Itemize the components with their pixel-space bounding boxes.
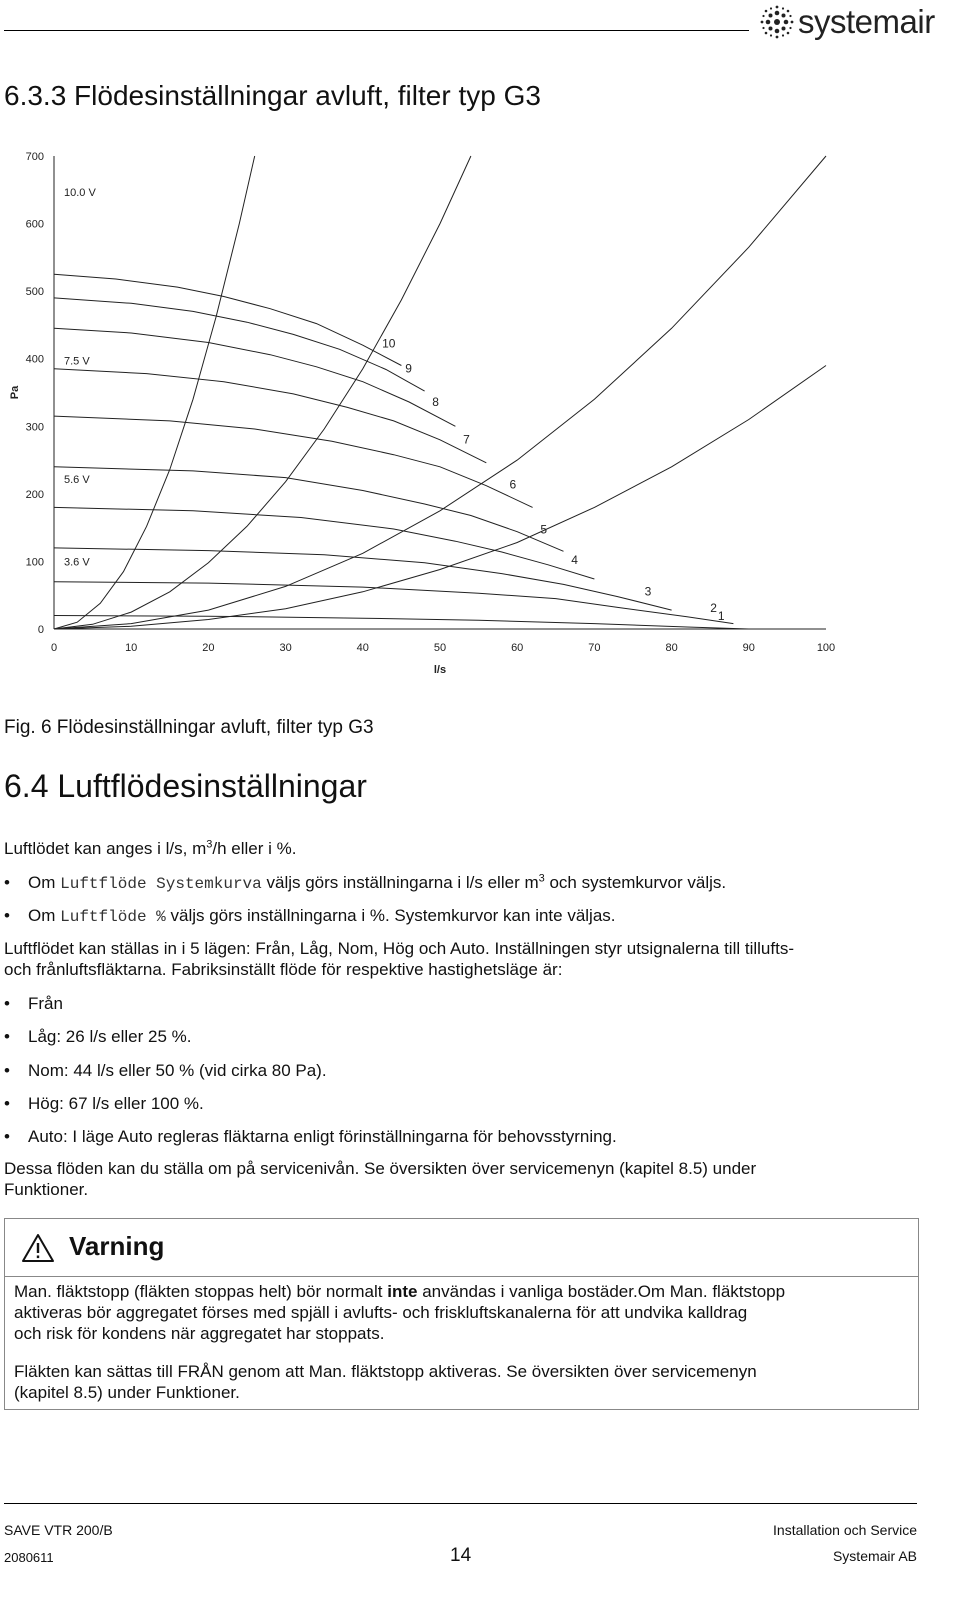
x-tick-label: 40 — [356, 642, 369, 654]
bullet-icon: • — [4, 1094, 10, 1113]
option-prefix: Om — [28, 873, 56, 892]
system-curve-line — [54, 156, 826, 629]
bullet-icon: • — [4, 873, 10, 892]
fan-curve-label: 6 — [509, 477, 517, 492]
warning-line: (kapitel 8.5) under Funktioner. — [14, 1383, 240, 1402]
intro-sup: 3 — [206, 838, 213, 851]
footer-rule — [4, 1503, 917, 1504]
x-tick-label: 90 — [742, 642, 755, 654]
fan-curve-line — [54, 298, 425, 391]
speed-text: Hög: 67 l/s eller 100 %. — [28, 1094, 204, 1113]
fan-curve-line — [54, 416, 533, 507]
warning-line: Fläkten kan sättas till FRÅN genom att Man. fläktstopp aktiveras. Se översikten över servicemenyn — [14, 1362, 757, 1381]
option-item — [4, 905, 904, 927]
bullet-icon: • — [4, 906, 10, 925]
x-tick-label: 0 — [50, 642, 58, 654]
option-item — [4, 872, 904, 894]
option-text-post: och systemkurvor väljs. — [544, 873, 727, 892]
service-paragraph-line: Funktioner. — [4, 1180, 89, 1199]
speed-text: Från — [28, 994, 63, 1013]
x-axis-label: l/s — [433, 664, 447, 676]
system-curve-line — [54, 156, 471, 629]
system-curve-label: 3.6 V — [64, 556, 90, 569]
fan-curve-line — [54, 548, 672, 610]
option-code: Luftflöde Systemkurva — [60, 875, 262, 893]
intro-text — [4, 838, 296, 859]
warning-paragraph — [14, 1281, 785, 1344]
logo-dots-icon — [760, 5, 794, 39]
speed-text: Låg: 26 l/s eller 25 %. — [28, 1027, 192, 1046]
bullet-icon: • — [4, 994, 10, 1013]
warning-text: Man. fläktstopp (fläkten stoppas helt) bör normalt — [14, 1282, 388, 1301]
fan-curve-line — [54, 369, 486, 463]
system-curve-line — [54, 366, 826, 630]
x-tick-label: 20 — [202, 642, 215, 654]
fan-curve-label: 2 — [710, 601, 717, 616]
warning-icon — [21, 1233, 55, 1263]
x-tick-label: 10 — [125, 642, 138, 654]
y-tick-label: 200 — [25, 488, 44, 501]
fan-curve-line — [54, 616, 749, 630]
y-tick-label: 500 — [25, 286, 44, 299]
option-text: väljs görs inställningarna i %. Systemkurvor kan inte väljas. — [170, 906, 616, 925]
speed-text: Nom: 44 l/s eller 50 % (vid cirka 80 Pa). — [28, 1061, 327, 1080]
service-paragraph-line: Dessa flöden kan du ställa om på servicenivån. Se översikten över servicemenyn (kapitel 8.5) under — [4, 1159, 757, 1178]
y-tick-label: 300 — [25, 421, 44, 434]
bullet-icon: • — [4, 1027, 10, 1046]
brand-name: systemair — [798, 3, 935, 40]
fan-curve-label: 1 — [717, 608, 725, 623]
x-tick-label: 100 — [816, 642, 836, 654]
speed-item — [4, 1126, 904, 1148]
warning-title: Varning — [69, 1231, 165, 1261]
x-tick-label: 70 — [588, 642, 601, 654]
y-axis-label: Pa — [9, 385, 21, 400]
section-title: 6.3.3 Flödesinställningar avluft, filter typ G3 — [4, 80, 541, 111]
fan-curve-label: 8 — [432, 395, 439, 410]
warning-line: och risk för kondens när aggregatet har stoppats. — [14, 1324, 385, 1343]
warning-header — [5, 1219, 918, 1277]
y-tick-label: 400 — [25, 353, 44, 366]
footer-company: Systemair AB — [832, 1548, 917, 1564]
warning-paragraph — [14, 1361, 757, 1403]
option-text: väljs görs inställningarna i l/s eller m — [266, 873, 539, 892]
warning-line: aktiveras bör aggregatet förses med spjäll i avlufts- och friskluftskanalerna för att undvika kalldrag — [14, 1303, 748, 1322]
x-tick-label: 80 — [665, 642, 678, 654]
speed-paragraph-line: Luftflödet kan ställas in i 5 lägen: Från, Låg, Nom, Hög och Auto. Inställningen styr utsignalerna till tillufts- — [4, 939, 794, 958]
footer-doc-number: 2080611 — [4, 1550, 54, 1565]
speed-text: Auto: I läge Auto regleras fläktarna enligt förinställningarna för behovsstyrning. — [28, 1127, 617, 1146]
fan-curve-label: 7 — [463, 432, 470, 447]
fan-curve-line — [54, 507, 594, 579]
fan-curve-label: 9 — [405, 361, 412, 376]
header-rule — [4, 30, 749, 31]
fan-curve-label: 5 — [540, 522, 548, 537]
warning-box — [4, 1218, 919, 1410]
y-tick-label: 100 — [25, 556, 44, 569]
x-tick-label: 60 — [511, 642, 524, 654]
warning-text: användas i vanliga bostäder.Om Man. fläktstopp — [417, 1282, 786, 1301]
service-paragraph — [4, 1158, 756, 1200]
option-sup: 3 — [538, 872, 545, 885]
systemair-logo — [760, 2, 935, 42]
x-tick-label: 30 — [279, 642, 292, 654]
system-curve-label: 5.6 V — [64, 473, 90, 486]
y-tick-label: 600 — [25, 218, 44, 231]
option-code: Luftflöde % — [60, 908, 166, 926]
intro-pre: Luftlödet kan anges i l/s, m — [4, 839, 207, 858]
warning-emphasis: inte — [387, 1282, 418, 1301]
fan-curve-line — [54, 582, 733, 624]
system-curve-label: 7.5 V — [64, 355, 90, 368]
footer-product: SAVE VTR 200/B — [4, 1522, 113, 1538]
speed-paragraph — [4, 938, 794, 980]
y-tick-label: 700 — [25, 151, 44, 163]
page-number: 14 — [450, 1545, 472, 1566]
fan-curve-label: 4 — [571, 552, 578, 567]
speed-paragraph-line: och frånluftsfläktarna. Fabriksinställt flöde för respektive hastighetsläge är: — [4, 960, 563, 979]
figure-caption: Fig. 6 Flödesinställningar avluft, filter typ G3 — [4, 717, 374, 738]
warning-line — [14, 1281, 785, 1302]
subsection-title: 6.4 Luftflödesinställningar — [4, 768, 367, 804]
option-prefix: Om — [28, 906, 56, 925]
flow-chart — [0, 143, 850, 678]
speed-item — [4, 1026, 904, 1048]
system-curve-label: 10.0 V — [64, 186, 96, 199]
fan-curve-label: 3 — [644, 584, 652, 599]
fan-curve-line — [54, 274, 401, 365]
x-tick-label: 50 — [433, 642, 447, 654]
intro-post: /h eller i %. — [212, 839, 297, 858]
speed-item — [4, 1060, 904, 1082]
fan-curve-label: 10 — [382, 336, 396, 351]
y-tick-label: 0 — [37, 624, 44, 636]
bullet-icon: • — [4, 1127, 10, 1146]
footer-doc-type: Installation och Service — [773, 1522, 917, 1538]
bullet-icon: • — [4, 1061, 10, 1080]
speed-item — [4, 1093, 904, 1115]
speed-item — [4, 993, 904, 1015]
